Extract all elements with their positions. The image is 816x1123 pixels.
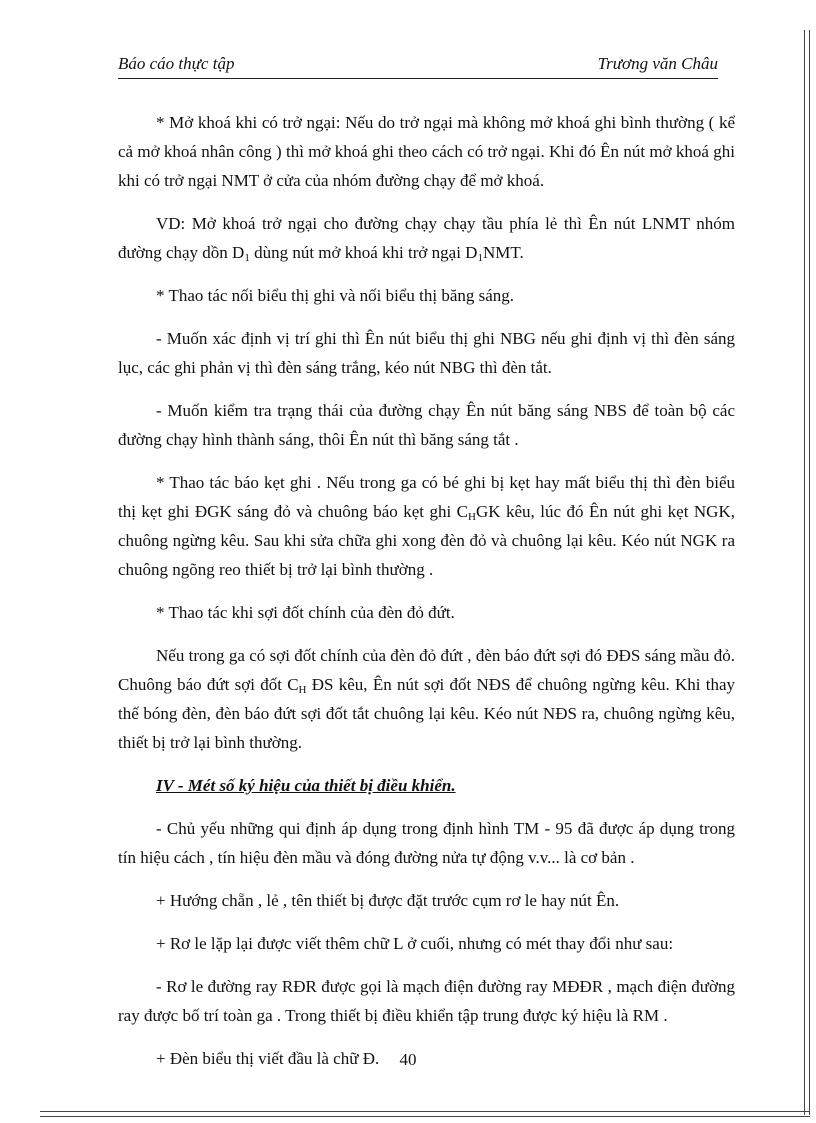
example-text-1: VD: Mở khoá trở ngại cho đường chạy chạy tầu phía lẻ thì Ên nút LNMT nhóm đường chạy dồn D — [118, 214, 735, 262]
example-text-2: dùng nút mở khoá khi trở ngại D — [249, 243, 478, 262]
body-content — [118, 108, 735, 1087]
paragraph-direction: + Hướng chẵn , lẻ , tên thiết bị được đặt trước cụm rơ le hay nút Ên. — [156, 891, 620, 910]
header-author: Trương văn Châu — [597, 54, 718, 73]
page-border-right — [804, 30, 810, 1115]
subscript-h-1: H — [468, 511, 476, 523]
paragraph-switch-jam — [118, 468, 735, 584]
example-text-3: NMT. — [482, 243, 524, 262]
filament-text-2: ĐS kêu, Ên nút sợi đốt NĐS để chuông ngừng kêu. Khi thay thế bóng đèn, đèn báo đứt sợi đốt tắt chuông lại kêu. Kéo nút NĐS ra, chuông ngừng kêu, thiết bị trở lại bình thường. — [118, 675, 735, 752]
subscript-2: 1 — [477, 252, 483, 264]
paragraph-track-relay: - Rơ le đường ray RĐR được gọi là mạch điện đường ray MĐĐR , mạch điện đường ray được bố trí toàn ga . Trong thiết bị điều khiển tập trung được ký hiệu là RM . — [118, 977, 735, 1025]
paragraph-filament-title: * Thao tác khi sợi đốt chính của đèn đỏ đứt. — [156, 603, 455, 622]
subscript-1: 1 — [244, 252, 250, 264]
section-heading-iv — [118, 771, 735, 800]
page-number: 40 — [399, 1050, 417, 1069]
paragraph-switch-position: - Muốn xác định vị trí ghi thì Ên nút biểu thị ghi NBG nếu ghi định vị thì đèn sáng lục, các ghi phản vị thì đèn sáng trắng, kéo nút NBG thì đèn tắt. — [118, 329, 735, 377]
subscript-h-2: H — [298, 684, 307, 696]
paragraph-indicator-lamp: + Đèn biểu thị viết đầu là chữ Đ. — [156, 1049, 380, 1068]
paragraph-regulations: - Chủ yếu những qui định áp dụng trong định hình TM - 95 đã được áp dụng trong tín hiệu cách , tín hiệu đèn mầu và đóng đường nửa tự động v.v... là cơ bản . — [118, 819, 735, 867]
paragraph-unlock-obstacle: * Mở khoá khi có trở ngại: Nếu do trở ngại mà không mở khoá ghi bình thường ( kể cả mở khoá nhân công ) thì mở khoá ghi theo cách có trở ngại. Khi đó Ên nút mở khoá ghi khi có trở ngại NMT ở cửa của nhóm đường chạy để mở khoá. — [118, 113, 735, 190]
section-title: IV - Mét số ký hiệu của thiết bị điều khiển. — [156, 776, 456, 795]
jam-text-2: GK kêu, lúc đó Ên nút ghi kẹt NGK, chuông ngừng kêu. Sau khi sửa chữa ghi xong đèn đỏ và chuông lại kêu. Kéo nút NGK ra chuông ngõng reo thiết bị trở lại bình thường . — [118, 502, 735, 579]
paragraph-display-connect: * Thao tác nối biểu thị ghi và nối biểu thị băng sáng. — [156, 286, 515, 305]
jam-text-1: * Thao tác báo kẹt ghi . Nếu trong ga có bé ghi bị kẹt hay mất biểu thị thì đèn biểu thị kẹt ghi ĐGK sáng đỏ và chuông báo kẹt ghi C — [118, 473, 735, 521]
page-border-bottom — [40, 1111, 810, 1117]
paragraph-repeat-relay: + Rơ le lặp lại được viết thêm chữ L ở cuối, nhưng có mét thay đổi như sau: — [156, 934, 674, 953]
paragraph-filament-detail — [118, 641, 735, 757]
header-left-title: Báo cáo thực tập — [118, 54, 235, 73]
paragraph-route-check: - Muốn kiểm tra trạng thái của đường chạy Ên nút băng sáng NBS để toàn bộ các đường chạy hình thành sáng, thôi Ên nút thì băng sáng tắt . — [118, 401, 735, 449]
filament-text-1: Nếu trong ga có sợi đốt chính của đèn đỏ đứt , đèn báo đứt sợi đó ĐĐS sáng mầu đỏ. Chuông báo đứt sợi đốt C — [118, 646, 735, 694]
page-header — [118, 52, 718, 79]
paragraph-example — [118, 209, 735, 267]
